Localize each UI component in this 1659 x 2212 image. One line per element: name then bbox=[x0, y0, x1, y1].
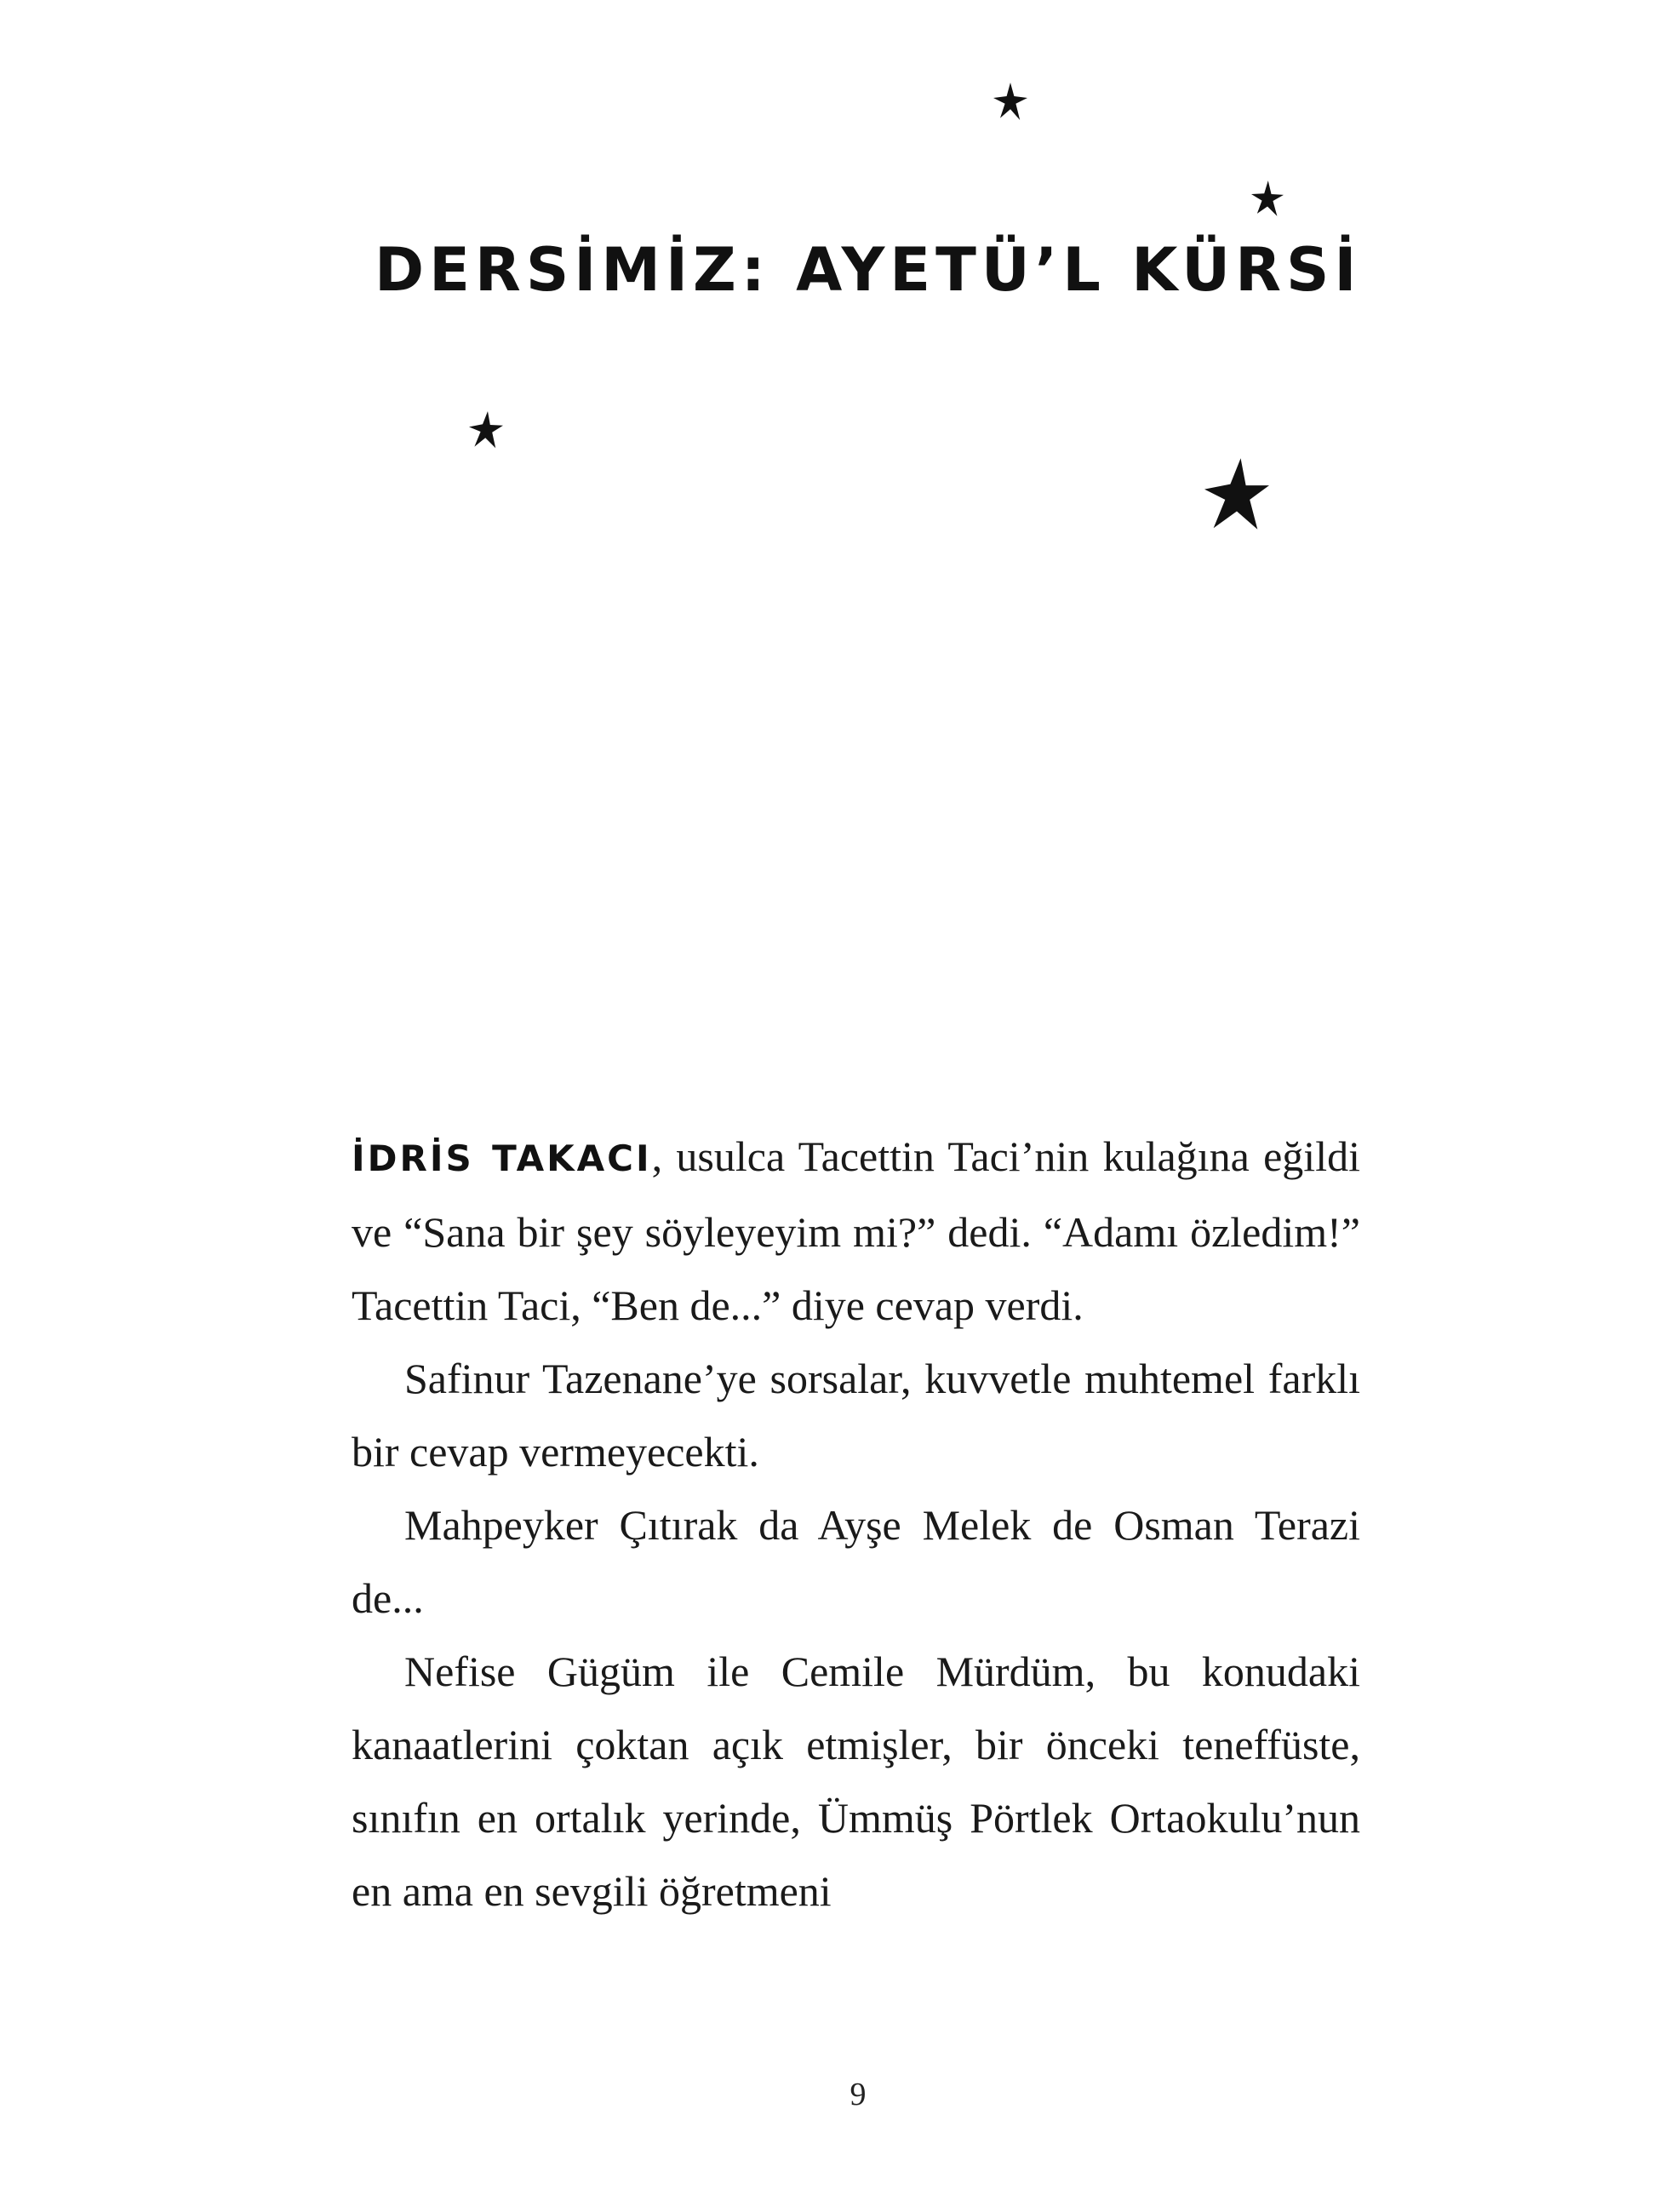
star-icon bbox=[1204, 458, 1269, 530]
star-icon bbox=[469, 411, 503, 449]
paragraph-1 bbox=[352, 1120, 1360, 1342]
lead-name: İDRİS TAKACI bbox=[352, 1138, 652, 1179]
paragraph-2: Safinur Tazenane’ye sorsalar, kuvvetle muhtemel farklı bir cevap vermeyecekti. bbox=[352, 1355, 1360, 1476]
paragraph-1-text: , usulca Tacettin Taci’nin kulağına eğildi ve “Sana bir şey söyleyeyim mi?” dedi. “Adamı özledim!” Tacettin Taci, “Ben de...” diye cevap verdi. bbox=[352, 1132, 1360, 1329]
page-number: 9 bbox=[850, 2077, 867, 2112]
chapter-title: DERSİMİZ: AYETÜ’L KÜRSİ bbox=[375, 235, 1362, 305]
body-text bbox=[352, 1120, 1360, 1928]
paragraph-3: Mahpeyker Çıtırak da Ayşe Melek de Osman Terazi de... bbox=[352, 1501, 1360, 1622]
paragraph-4: Nefise Gügüm ile Cemile Mürdüm, bu konudaki kanaatlerini çoktan açık etmişler, bir önceki teneffüste, sınıfın en ortalık yerinde, Ümmüş Pörtlek Ortaokulu’nun en ama en sevgili öğretmeni bbox=[352, 1648, 1360, 1915]
star-icon bbox=[1251, 181, 1284, 216]
star-icon bbox=[993, 83, 1027, 120]
